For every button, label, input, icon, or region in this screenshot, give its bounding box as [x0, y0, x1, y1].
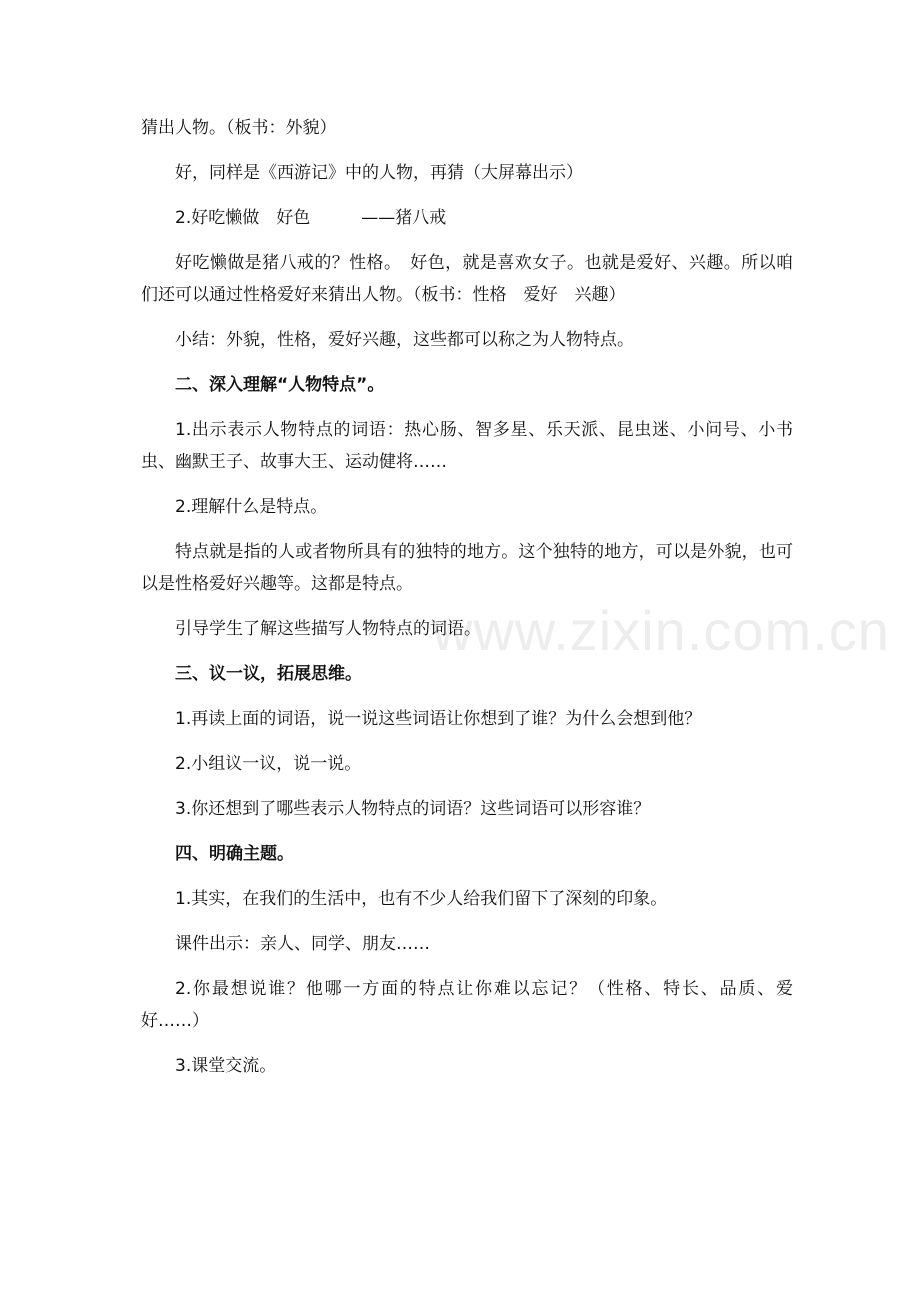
paragraph: 好吃懒做是猪八戒的？性格。 好色，就是喜欢女子。也就是爱好、兴趣。所以咱们还可以通过性格爱好来猜出人物。（板书：性格 爱好 兴趣） — [141, 253, 793, 305]
paragraph: 引导学生了解这些描写人物特点的词语。 — [175, 619, 481, 639]
paragraph: 课件出示：亲人、同学、朋友…… — [175, 934, 430, 954]
watermark: www.zixin.com.cn — [432, 599, 890, 662]
paragraph-item: 2.小组议一议，说一说。 — [175, 754, 362, 774]
paragraph-summary: 小结：外貌，性格，爱好兴趣，这些都可以称之为人物特点。 — [175, 330, 634, 350]
paragraph-continuation: 猜出人物。（板书：外貌） — [141, 118, 337, 138]
paragraph-item: 1.其实，在我们的生活中，也有不少人给我们留下了深刻的印象。 — [175, 889, 668, 909]
document-body — [141, 112, 793, 1095]
section-heading-3: 三、议一议，拓展思维。 — [175, 664, 362, 684]
paragraph-item: 3.你还想到了哪些表示人物特点的词语？这些词语可以形容谁？ — [175, 799, 651, 819]
paragraph-item: 2.你最想说谁？他哪一方面的特点让你难以忘记？（性格、特长、品质、爱好……） — [141, 979, 793, 1031]
paragraph-item: 1.出示表示人物特点的词语：热心肠、智多星、乐天派、昆虫迷、小问号、小书虫、幽默王子、故事大王、运动健将…… — [141, 420, 793, 472]
paragraph-item: 1.再读上面的词语，说一说这些词语让你想到了谁？为什么会想到他？ — [175, 709, 702, 729]
paragraph-item: 3.课堂交流。 — [175, 1056, 277, 1076]
section-heading-4: 四、明确主题。 — [175, 844, 294, 864]
paragraph: 特点就是指的人或者物所具有的独特的地方。这个独特的地方，可以是外貌，也可以是性格爱好兴趣等。这都是特点。 — [141, 542, 793, 594]
section-heading-2: 二、深入理解“人物特点”。 — [175, 375, 385, 395]
paragraph-item: 2.理解什么是特点。 — [175, 497, 328, 517]
paragraph-item: 2.好吃懒做 好色 ——猪八戒 — [175, 208, 447, 228]
paragraph: 好，同样是《西游记》中的人物，再猜（大屏幕出示） — [175, 163, 583, 183]
